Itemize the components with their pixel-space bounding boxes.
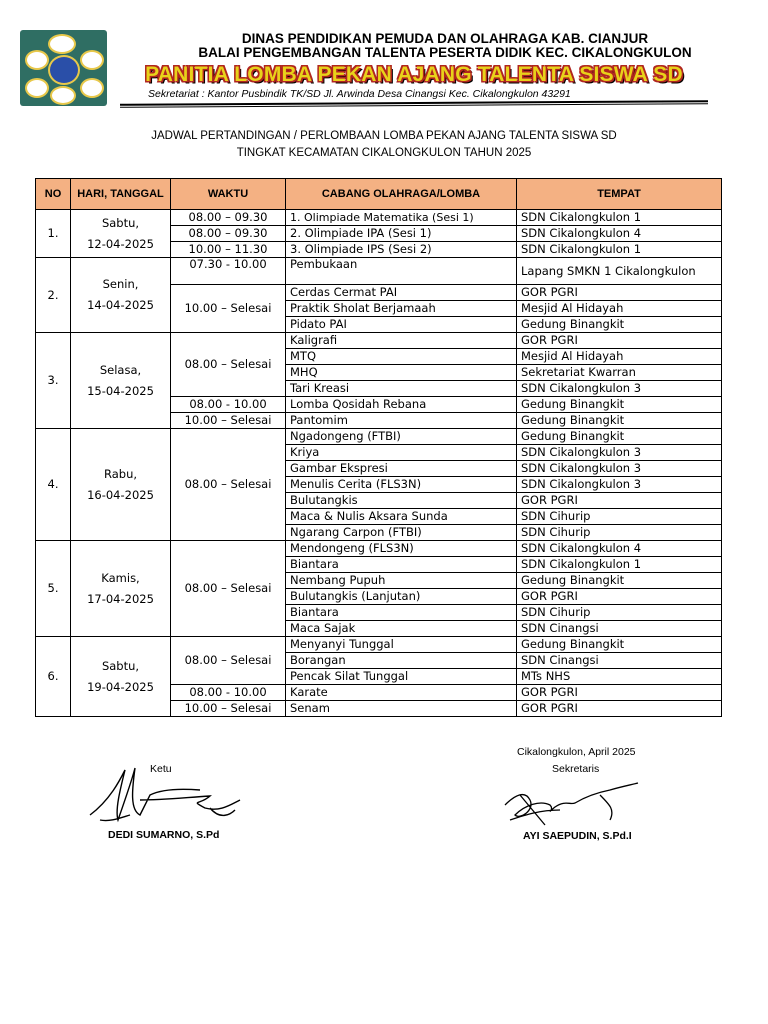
venue-cell: SDN Cikalongkulon 3 bbox=[517, 445, 722, 461]
venue-cell: SDN Cikalongkulon 1 bbox=[517, 210, 722, 226]
table-header-row bbox=[36, 179, 722, 210]
org-line-2: BALAI PENGEMBANGAN TALENTA PESERTA DIDIK KEC. CIKALONGKULON bbox=[198, 45, 692, 60]
venue-cell: Gedung Binangkit bbox=[517, 397, 722, 413]
time-cell: 10.00 – Selesai bbox=[171, 413, 286, 429]
event-cell: Biantara bbox=[286, 557, 517, 573]
event-cell: Kaligrafi bbox=[286, 333, 517, 349]
chair-signature bbox=[80, 760, 250, 840]
time-cell: 08.00 – Selesai bbox=[171, 637, 286, 685]
venue-cell: Mesjid Al Hidayah bbox=[517, 301, 722, 317]
venue-cell: Mesjid Al Hidayah bbox=[517, 349, 722, 365]
day-date-cell bbox=[71, 210, 171, 258]
committee-title: PANITIA LOMBA PEKAN AJANG TALENTA SISWA SD bbox=[145, 63, 683, 86]
time-cell: 08.00 - 10.00 bbox=[171, 685, 286, 701]
table-row bbox=[36, 210, 722, 226]
event-cell: Senam bbox=[286, 701, 517, 717]
venue-cell: SDN Cikalongkulon 1 bbox=[517, 557, 722, 573]
event-cell: Pencak Silat Tunggal bbox=[286, 669, 517, 685]
venue-cell: GOR PGRI bbox=[517, 589, 722, 605]
venue-cell: SDN Cikalongkulon 3 bbox=[517, 461, 722, 477]
venue-cell: SDN Cikalongkulon 4 bbox=[517, 541, 722, 557]
time-cell: 08.00 – 09.30 bbox=[171, 210, 286, 226]
venue-cell: GOR PGRI bbox=[517, 493, 722, 509]
event-cell: Lomba Qosidah Rebana bbox=[286, 397, 517, 413]
secretary-label: Sekretaris bbox=[552, 763, 600, 775]
time-cell: 10.00 – Selesai bbox=[171, 701, 286, 717]
event-cell: Biantara bbox=[286, 605, 517, 621]
event-cell: Pembukaan bbox=[286, 258, 517, 285]
table-row bbox=[36, 333, 722, 349]
day-date: 19-04-2025 bbox=[87, 679, 154, 694]
venue-cell: GOR PGRI bbox=[517, 333, 722, 349]
table-row bbox=[36, 541, 722, 557]
day-date: 17-04-2025 bbox=[87, 591, 154, 606]
chair-label: Ketu bbox=[150, 763, 172, 775]
day-name: Kamis, bbox=[101, 570, 140, 585]
org-line-1: DINAS PENDIDIKAN PEMUDA DAN OLAHRAGA KAB. CIANJUR bbox=[241, 31, 649, 46]
day-date: 12-04-2025 bbox=[87, 236, 154, 251]
event-cell: Cerdas Cermat PAI bbox=[286, 285, 517, 301]
day-date-cell bbox=[71, 333, 171, 429]
day-date: 14-04-2025 bbox=[87, 298, 154, 312]
venue-cell: SDN Cikalongkulon 3 bbox=[517, 381, 722, 397]
day-name: Sabtu, bbox=[101, 658, 140, 673]
event-cell: MHQ bbox=[286, 365, 517, 381]
venue-cell: SDN Cihurip bbox=[517, 525, 722, 541]
event-cell: Pidato PAI bbox=[286, 317, 517, 333]
day-date: 15-04-2025 bbox=[87, 383, 154, 398]
day-date-cell bbox=[71, 541, 171, 637]
time-cell: 07.30 - 10.00 bbox=[171, 258, 286, 285]
header-event: CABANG OLAHRAGA/LOMBA bbox=[286, 179, 517, 210]
secretary-name: AYI SAEPUDIN, S.Pd.I bbox=[523, 830, 632, 842]
venue-cell: SDN Cinangsi bbox=[517, 621, 722, 637]
time-cell: 10.00 – 11.30 bbox=[171, 242, 286, 258]
venue-cell: Gedung Binangkit bbox=[517, 429, 722, 445]
day-name: Selasa, bbox=[99, 362, 142, 377]
event-cell: Menulis Cerita (FLS3N) bbox=[286, 477, 517, 493]
venue-cell: GOR PGRI bbox=[517, 285, 722, 301]
venue-cell: GOR PGRI bbox=[517, 685, 722, 701]
header-time: WAKTU bbox=[171, 179, 286, 210]
event-cell: 1. Olimpiade Matematika (Sesi 1) bbox=[286, 210, 517, 226]
venue-cell: Gedung Binangkit bbox=[517, 413, 722, 429]
event-cell: Bulutangkis (Lanjutan) bbox=[286, 589, 517, 605]
event-cell: Maca & Nulis Aksara Sunda bbox=[286, 509, 517, 525]
table-row bbox=[36, 258, 722, 285]
event-cell: 2. Olimpiade IPA (Sesi 1) bbox=[286, 226, 517, 242]
venue-cell: Gedung Binangkit bbox=[517, 637, 722, 653]
event-cell: Ngarang Carpon (FTBI) bbox=[286, 525, 517, 541]
event-cell: Nembang Pupuh bbox=[286, 573, 517, 589]
event-cell: Ngadongeng (FTBI) bbox=[286, 429, 517, 445]
logo bbox=[20, 30, 107, 106]
venue-cell: SDN Cinangsi bbox=[517, 653, 722, 669]
venue-cell: SDN Cikalongkulon 1 bbox=[517, 242, 722, 258]
secretariat-address: Sekretariat : Kantor Pusbindik TK/SD Jl. Arwinda Desa Cinangsi Kec. Cikalongkulon 43291 bbox=[148, 88, 571, 100]
venue-cell: SDN Cikalongkulon 3 bbox=[517, 477, 722, 493]
venue-cell: Sekretariat Kwarran bbox=[517, 365, 722, 381]
venue-cell: SDN Cikalongkulon 4 bbox=[517, 226, 722, 242]
table-row bbox=[36, 637, 722, 653]
venue-cell: SDN Cihurip bbox=[517, 509, 722, 525]
document-subtitle: TINGKAT KECAMATAN CIKALONGKULON TAHUN 2025 bbox=[236, 147, 532, 159]
venue-cell: GOR PGRI bbox=[517, 701, 722, 717]
event-cell: 3. Olimpiade IPS (Sesi 2) bbox=[286, 242, 517, 258]
day-date-cell bbox=[71, 429, 171, 541]
venue-cell: Lapang SMKN 1 Cikalongkulon bbox=[517, 258, 722, 285]
event-cell: Mendongeng (FLS3N) bbox=[286, 541, 517, 557]
row-number: 4. bbox=[36, 429, 71, 541]
time-cell: 08.00 – Selesai bbox=[171, 333, 286, 397]
header-venue: TEMPAT bbox=[517, 179, 722, 210]
event-cell: Maca Sajak bbox=[286, 621, 517, 637]
secretary-signature bbox=[500, 775, 650, 835]
day-name: Senin, bbox=[102, 277, 139, 291]
event-cell: Gambar Ekspresi bbox=[286, 461, 517, 477]
venue-cell: MTs NHS bbox=[517, 669, 722, 685]
venue-cell: Gedung Binangkit bbox=[517, 573, 722, 589]
event-cell: Menyanyi Tunggal bbox=[286, 637, 517, 653]
row-number: 6. bbox=[36, 637, 71, 717]
day-date-cell bbox=[71, 258, 171, 333]
place-date: Cikalongkulon, April 2025 bbox=[517, 746, 636, 758]
row-number: 2. bbox=[36, 258, 71, 333]
day-date: 16-04-2025 bbox=[87, 487, 154, 502]
event-cell: Kriya bbox=[286, 445, 517, 461]
time-cell: 10.00 – Selesai bbox=[171, 285, 286, 333]
time-cell: 08.00 – 09.30 bbox=[171, 226, 286, 242]
event-cell: Borangan bbox=[286, 653, 517, 669]
venue-cell: SDN Cihurip bbox=[517, 605, 722, 621]
event-cell: Pantomim bbox=[286, 413, 517, 429]
event-cell: Bulutangkis bbox=[286, 493, 517, 509]
time-cell: 08.00 - 10.00 bbox=[171, 397, 286, 413]
day-date-cell bbox=[71, 637, 171, 717]
time-cell: 08.00 – Selesai bbox=[171, 541, 286, 637]
event-cell: Tari Kreasi bbox=[286, 381, 517, 397]
header-no: NO bbox=[36, 179, 71, 210]
time-cell: 08.00 – Selesai bbox=[171, 429, 286, 541]
day-name: Sabtu, bbox=[101, 215, 140, 230]
day-name: Rabu, bbox=[103, 466, 138, 481]
row-number: 3. bbox=[36, 333, 71, 429]
event-cell: MTQ bbox=[286, 349, 517, 365]
schedule-table bbox=[35, 178, 722, 717]
row-number: 1. bbox=[36, 210, 71, 258]
event-cell: Karate bbox=[286, 685, 517, 701]
header-date: HARI, TANGGAL bbox=[71, 179, 171, 210]
document-title: JADWAL PERTANDINGAN / PERLOMBAAN LOMBA PEKAN AJANG TALENTA SISWA SD bbox=[151, 130, 617, 142]
event-cell: Praktik Sholat Berjamaah bbox=[286, 301, 517, 317]
chair-name: DEDI SUMARNO, S.Pd bbox=[108, 829, 220, 841]
table-row bbox=[36, 429, 722, 445]
venue-cell: Gedung Binangkit bbox=[517, 317, 722, 333]
row-number: 5. bbox=[36, 541, 71, 637]
